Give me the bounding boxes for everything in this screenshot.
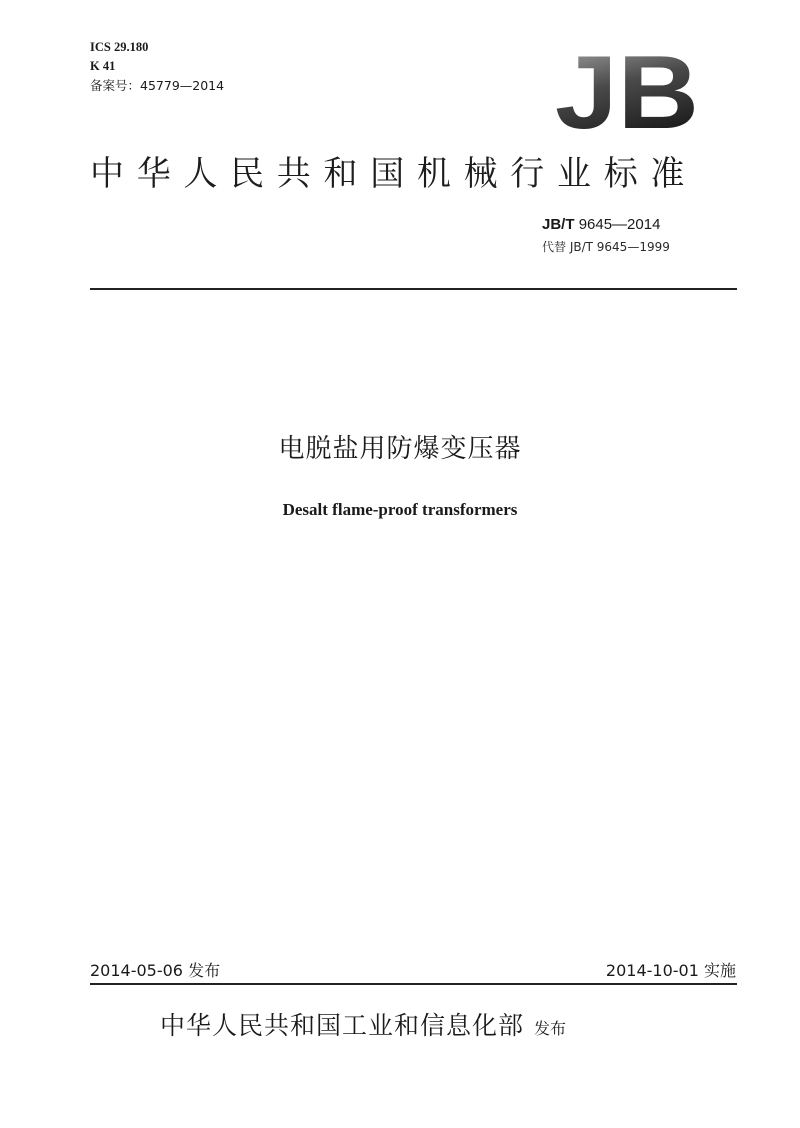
issuer-action: 发布 [534, 1019, 567, 1038]
issue-date: 2014-05-06 发布 [90, 961, 221, 980]
implementation-date: 2014-10-01 实施 [605, 961, 736, 980]
bottom-divider [90, 983, 737, 985]
record-line [90, 76, 224, 95]
top-divider [90, 288, 737, 290]
issuer [160, 1006, 566, 1042]
record-label: 备案号： [90, 78, 141, 93]
ics-code: ICS 29.180 [90, 40, 149, 54]
classification-code: K 41 [90, 59, 116, 73]
record-number: 45779—2014 [140, 78, 225, 93]
issuer-organization: 中华人民共和国工业和信息化部 [160, 1011, 525, 1040]
document-metadata [90, 38, 224, 95]
jb-logo [552, 46, 702, 136]
standard-type-heading: 中华人民共和国机械行业标准 [90, 154, 698, 194]
standard-number-value: 9645—2014 [578, 216, 661, 233]
document-title-zh: 电脱盐用防爆变压器 [278, 434, 522, 464]
document-title-en: Desalt flame-proof transformers [282, 500, 518, 519]
standard-code: JB/T [542, 216, 575, 233]
replaces-standard: 代替 JB/T 9645—1999 [542, 240, 670, 254]
standard-number [542, 216, 660, 233]
logo-text: JB [555, 46, 699, 136]
